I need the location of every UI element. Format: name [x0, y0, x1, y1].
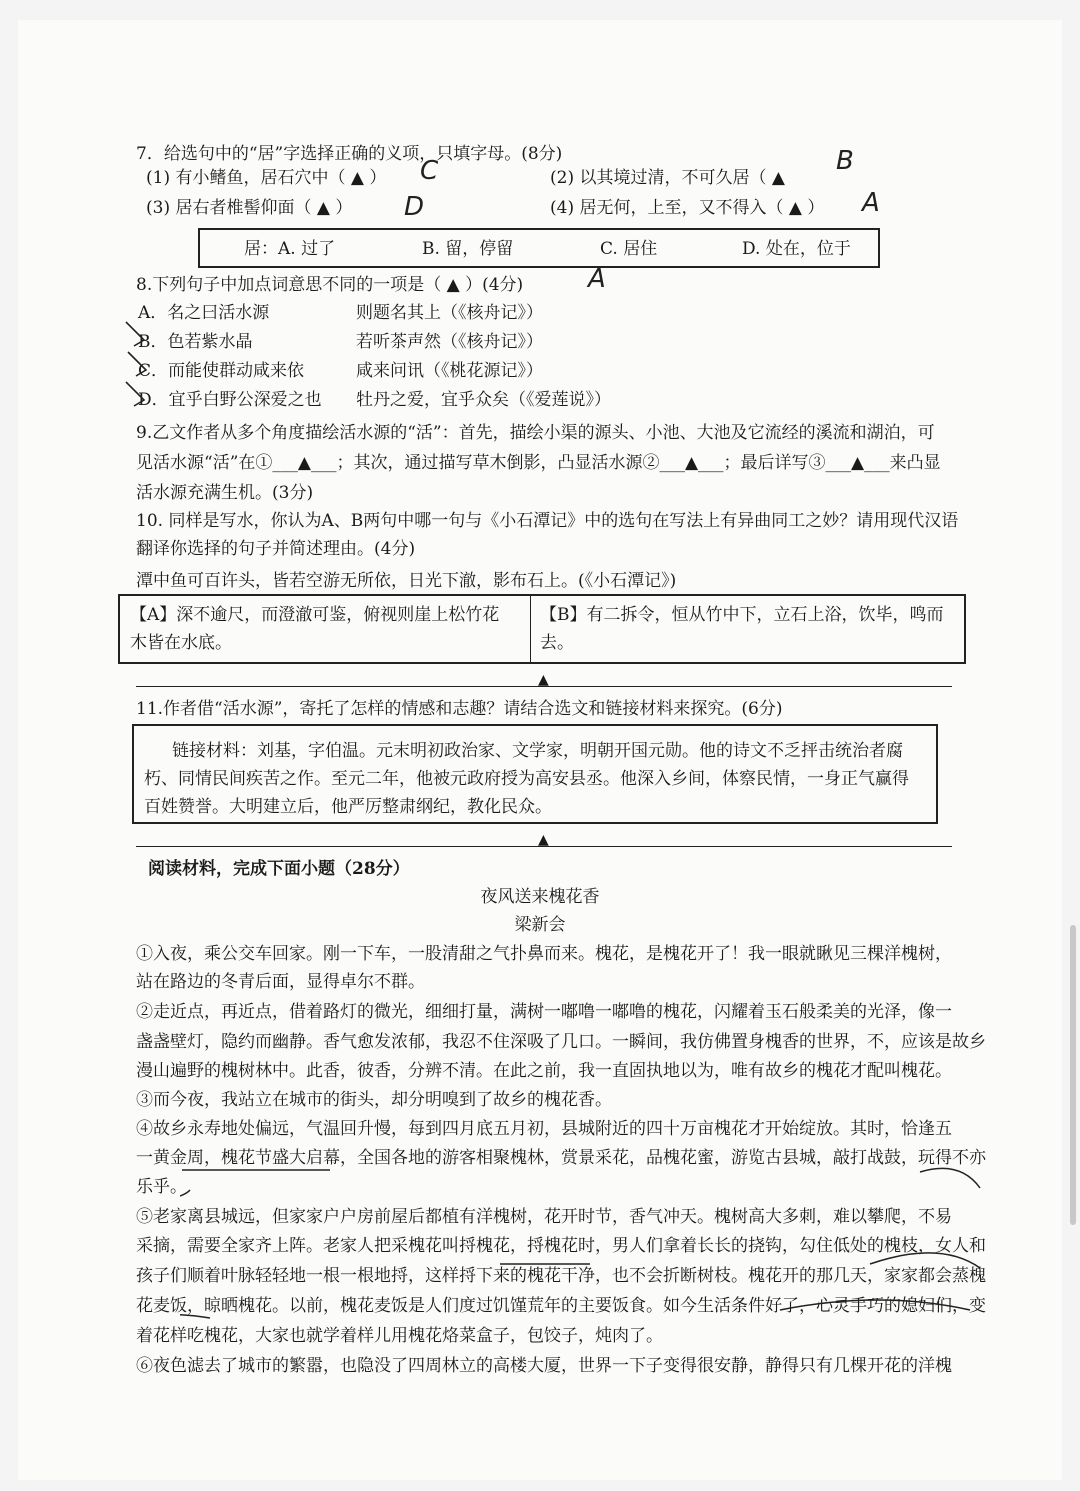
q10-sentence-table: [118, 594, 966, 664]
q8-d-right: 牡丹之爱，宜乎众矣（《爱莲说》）: [356, 390, 611, 410]
q8-c-left: C．而能使群动咸来依: [138, 361, 305, 381]
reading-line-3: ②走近点，再近点，借着路灯的微光，细细打量，满树一嘟噜一嘟噜的槐花，闪耀着玉石般柔美的光泽，像一: [136, 1002, 952, 1022]
q7-item-1: (1) 有小鳍鱼，居石穴中（ ▲ ）: [146, 168, 387, 188]
q8-b-right: 若听茶声然（《核舟记》）: [356, 332, 543, 352]
reading-intro: 阅读材料，完成下面小题（28分）: [148, 859, 410, 879]
q11-stem: 11.作者借“活水源”，寄托了怎样的情感和志趣？请结合选文和链接材料来探究。(6分): [136, 699, 783, 719]
reading-line-11: 采摘，需要全家齐上阵。老家人把采槐花叫捋槐花，捋槐花时，男人们拿着长长的挠钩，勾住低处的槐枝，女人和: [136, 1236, 986, 1256]
q8-a-left: A．名之曰活水源: [138, 303, 270, 323]
q9-line-3: 活水源充满生机。(3分): [136, 483, 314, 503]
q8-b-left: B．色若紫水晶: [138, 332, 253, 352]
q11-material-line-2: 朽、同情民间疾苦之作。至元二年，他被元政府授为高安县丞。他深入乡间，体察民情，一身正气赢得: [144, 769, 909, 789]
q7-option-c: C. 居住: [600, 239, 658, 259]
q8-stem: 8.下列句子中加点词意思不同的一项是（ ▲ ）(4分): [136, 275, 524, 295]
q10-a-line-1: 【A】深不逾尺，而澄澈可鉴，俯视则崖上松竹花: [130, 605, 500, 625]
q11-material-box: [132, 724, 938, 824]
reading-line-14: 着花样吃槐花，大家也就学着样儿用槐花烙菜盒子，包饺子，炖肉了。: [136, 1326, 663, 1346]
q7-answer-3: D: [404, 192, 425, 222]
q8-answer: A: [588, 264, 606, 294]
scrollbar[interactable]: [1070, 925, 1076, 1225]
q7-item-3: (3) 居右者椎髻仰面（ ▲ ）: [146, 198, 353, 218]
q8-a-right: 则题名其上（《核舟记》）: [356, 303, 543, 323]
q7-item-4: (4) 居无何，上至，又不得入（ ▲ ）: [550, 198, 825, 218]
q7-answer-4: A: [862, 188, 880, 218]
q8-handwritten-ticks: [120, 318, 170, 418]
q7-stem: 7．给选句中的“居”字选择正确的义项，只填字母。(8分): [136, 144, 563, 164]
reading-line-5: 漫山遍野的槐树林中。此香，彼香，分辨不清。在此之前，我一直固执地以为，唯有故乡的槐花才配叫槐花。: [136, 1061, 952, 1081]
q7-answer-2: B: [836, 146, 854, 176]
q9-line-2: 见活水源“活”在①___▲___；其次，通过描写草木倒影，凸显活水源②___▲___；最后详写③___▲___来凸显: [136, 453, 941, 473]
q10-b-line-1: 【B】有二拆令，恒从竹中下，立石上浴，饮毕，鸣而: [540, 605, 944, 625]
q10-table-divider: [530, 596, 531, 662]
q10-line-2: 翻译你选择的句子并简述理由。(4分): [136, 539, 416, 559]
reading-line-6: ③而今夜，我站立在城市的街头，却分明嗅到了故乡的槐花香。: [136, 1090, 612, 1110]
q10-line-1: 10. 同样是写水，你认为A、B两句中哪一句与《小石潭记》中的选句在写法上有异曲同工之妙？请用现代汉语: [136, 511, 959, 531]
q10-b-line-2: 去。: [540, 633, 574, 653]
q8-d-left: D．宜乎白野公深爱之也: [138, 390, 322, 410]
q11-material-line-1: 链接材料：刘基，字伯温。元末明初政治家、文学家，明朝开国元勋。他的诗文不乏抨击统治者腐: [172, 741, 903, 761]
reading-line-10: ⑤老家离县城远，但家家户户房前屋后都植有洋槐树，花开时节，香气冲天。槐树高大多刺，难以攀爬，不易: [136, 1207, 952, 1227]
q7-answer-1: C: [420, 156, 439, 186]
q10-quote: 潭中鱼可百许头，皆若空游无所依，日光下澈，影布石上。(《小石潭记》): [136, 571, 677, 591]
reading-line-13: 花麦饭，晾晒槐花。以前，槐花麦饭是人们度过饥馑荒年的主要饭食。如今生活条件好了，心灵手巧的媳妇们，变: [136, 1296, 986, 1316]
q11-answer-mark: ▲: [538, 832, 549, 848]
q10-a-line-2: 木皆在水底。: [130, 633, 232, 653]
q11-material-line-3: 百姓赞誉。大明建立后，他严厉整肃纲纪，教化民众。: [144, 797, 552, 817]
q7-item-2: (2) 以其境过清，不可久居（ ▲: [550, 168, 785, 188]
q7-option-a: 居：A. 过了: [244, 239, 336, 259]
reading-line-9: 乐乎。: [136, 1177, 187, 1197]
reading-line-4: 盏盏壁灯，隐约而幽静。香气愈发浓郁，我忍不住深吸了几口。一瞬间，我仿佛置身槐香的世界，不，应该是故乡: [136, 1032, 986, 1052]
q7-option-b: B. 留，停留: [422, 239, 514, 259]
handwritten-underlines: [180, 1160, 1000, 1380]
reading-line-12: 孩子们顺着叶脉轻轻地一根一根地捋，这样捋下来的槐花干净，也不会折断树枝。槐花开的那几天，家家都会蒸槐: [136, 1266, 986, 1286]
reading-title: 夜风送来槐花香: [480, 887, 600, 907]
reading-line-15: ⑥夜色滤去了城市的繁嚣，也隐没了四周林立的高楼大厦，世界一下子变得很安静，静得只有几棵开花的洋槐: [136, 1356, 952, 1376]
reading-line-1: ①入夜，乘公交车回家。刚一下车，一股清甜之气扑鼻而来。槐花，是槐花开了！我一眼就瞅见三棵洋槐树，: [136, 944, 952, 964]
reading-line-8: 一黄金周，槐花节盛大启幕，全国各地的游客相聚槐林，赏景采花，品槐花蜜，游览古县城，敲打战鼓，玩得不亦: [136, 1148, 986, 1168]
q10-answer-mark: ▲: [538, 672, 549, 688]
q9-line-1: 9.乙文作者从多个角度描绘活水源的“活”：首先，描绘小渠的源头、小池、大池及它流经的溪流和湖泊，可: [136, 423, 935, 443]
q8-c-right: 咸来问讯（《桃花源记》）: [356, 361, 543, 381]
reading-author: 梁新会: [514, 915, 566, 935]
q7-options-box: [198, 228, 880, 268]
reading-line-2: 站在路边的冬青后面，显得卓尔不群。: [136, 972, 425, 992]
q7-option-d: D. 处在，位于: [742, 239, 851, 259]
reading-line-7: ④故乡永寿地处偏远，气温回升慢，每到四月底五月初，县城附近的四十万亩槐花才开始绽放。其时，恰逢五: [136, 1119, 952, 1139]
